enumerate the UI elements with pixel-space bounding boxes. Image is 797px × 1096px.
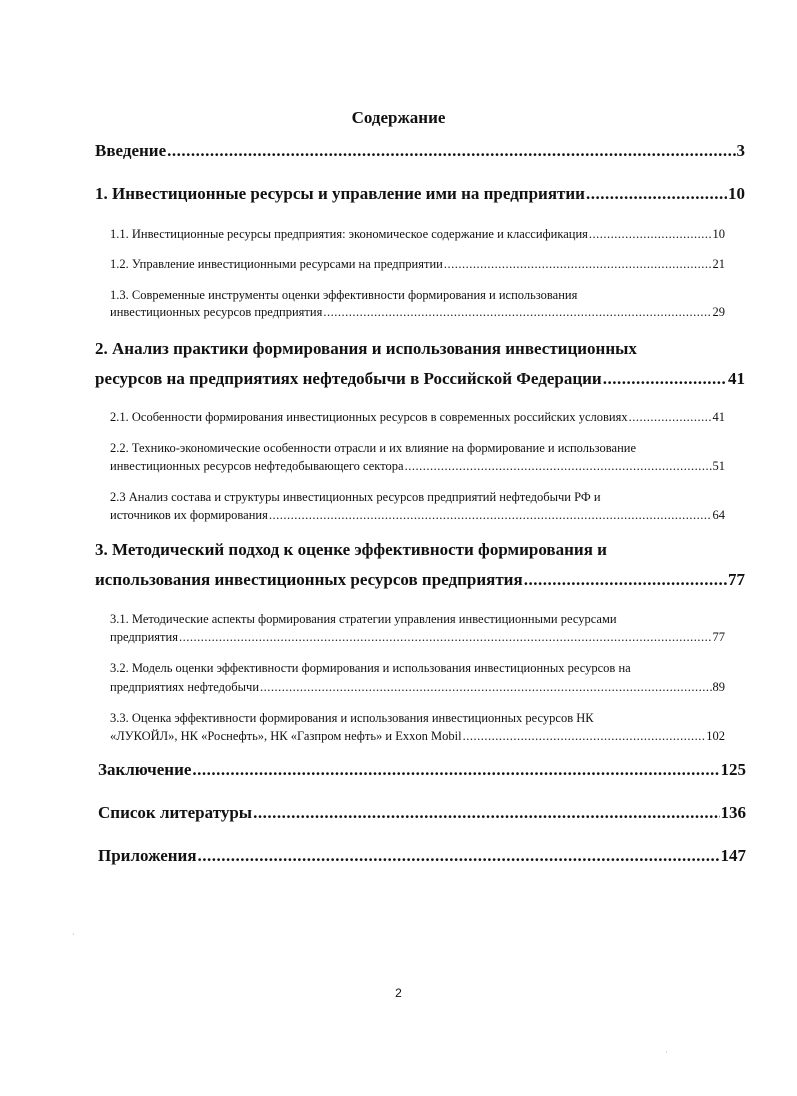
toc-section-2-2-first-line: 2.2. Технико-экономические особенности отрасли и их влияние на формирование и использование xyxy=(110,441,636,455)
toc-leader xyxy=(589,227,712,242)
toc-entry-section-2-3 xyxy=(110,508,725,523)
toc-entry-section-2-2 xyxy=(110,459,725,474)
toc-entry-section-1-2 xyxy=(110,257,725,272)
toc-page: 51 xyxy=(712,459,725,473)
toc-chapter-3-first-line: 3. Методический подход к оценке эффективности формирования и xyxy=(95,540,607,559)
toc-leader xyxy=(405,459,712,474)
toc-label: инвестиционных ресурсов предприятия xyxy=(110,305,323,319)
toc-section-3-2-first-line: 3.2. Модель оценки эффективности формирования и использования инвестиционных ресурсов на xyxy=(110,661,631,675)
toc-entry-section-3-1 xyxy=(110,630,725,645)
toc-entry-section-3-3 xyxy=(110,729,725,744)
toc-page: 77 xyxy=(712,630,725,644)
toc-page: 29 xyxy=(712,305,725,319)
toc-section-3-1-first-line: 3.1. Методические аспекты формирования стратегии управления инвестиционными ресурсами xyxy=(110,612,617,626)
toc-page: 3 xyxy=(736,141,745,160)
toc-entry-chapter-3 xyxy=(95,570,745,590)
toc-label: источников их формирования xyxy=(110,508,268,522)
toc-label: Приложения xyxy=(98,846,197,865)
toc-label: Список литературы xyxy=(98,803,253,822)
toc-entry-section-3-2 xyxy=(110,680,725,695)
scan-speck: · xyxy=(72,930,75,939)
toc-entry-references xyxy=(98,803,746,823)
toc-leader xyxy=(179,630,712,645)
toc-leader xyxy=(524,570,727,590)
toc-label: инвестиционных ресурсов нефтедобывающего сектора xyxy=(110,459,404,473)
page-title: Содержание xyxy=(351,108,446,127)
toc-page: 41 xyxy=(728,369,745,388)
toc-page: 41 xyxy=(712,410,725,424)
toc-page: 136 xyxy=(720,803,746,822)
toc-page: 10 xyxy=(712,227,725,241)
toc-label: использования инвестиционных ресурсов предприятия xyxy=(95,570,523,589)
toc-leader xyxy=(323,305,711,320)
toc-label: 1.1. Инвестиционные ресурсы предприятия: экономическое содержание и классификация xyxy=(110,227,588,241)
toc-entry-conclusion xyxy=(98,760,746,780)
toc-page: 147 xyxy=(720,846,746,865)
toc-entry-chapter-2 xyxy=(95,369,745,389)
toc-label: Введение xyxy=(95,141,167,160)
toc-entry-chapter-1 xyxy=(95,184,745,204)
toc-entry-intro xyxy=(95,141,745,161)
toc-label: «ЛУКОЙЛ», НК «Роснефть», НК «Газпром нефть» и Exxon Mobil xyxy=(110,729,462,743)
toc-label: предприятиях нефтедобычи xyxy=(110,680,260,694)
toc-entry-section-1-3 xyxy=(110,305,725,320)
toc-leader xyxy=(253,803,719,823)
toc-leader xyxy=(269,508,712,523)
toc-leader xyxy=(192,760,719,780)
toc-chapter-2-first-line: 2. Анализ практики формирования и использования инвестиционных xyxy=(95,339,637,358)
toc-leader xyxy=(629,410,712,425)
toc-section-2-3-first-line: 2.3 Анализ состава и структуры инвестиционных ресурсов предприятий нефтедобычи РФ и xyxy=(110,490,601,504)
toc-label: 1.2. Управление инвестиционными ресурсами на предприятии xyxy=(110,257,443,271)
toc-leader xyxy=(260,680,711,695)
toc-page: 21 xyxy=(712,257,725,271)
toc-leader xyxy=(463,729,706,744)
toc-leader xyxy=(586,184,727,204)
toc-page: 64 xyxy=(712,508,725,522)
toc-label: 1. Инвестиционные ресурсы и управление ими на предприятии xyxy=(95,184,585,203)
toc-section-1-3-first-line: 1.3. Современные инструменты оценки эффективности формирования и использования xyxy=(110,288,578,302)
toc-page: 125 xyxy=(720,760,746,779)
toc-page: 89 xyxy=(712,680,725,694)
scan-speck: · xyxy=(665,1048,668,1057)
page-number: 2 xyxy=(395,986,402,1000)
toc-entry-appendices xyxy=(98,846,746,866)
toc-entry-section-1-1 xyxy=(110,227,725,242)
toc-label: 2.1. Особенности формирования инвестиционных ресурсов в современных российских условиях xyxy=(110,410,628,424)
toc-entry-section-2-1 xyxy=(110,410,725,425)
toc-label: ресурсов на предприятиях нефтедобычи в Российской Федерации xyxy=(95,369,602,388)
toc-page: 102 xyxy=(706,729,725,743)
toc-leader xyxy=(603,369,727,389)
toc-label: предприятия xyxy=(110,630,178,644)
toc-page: 10 xyxy=(728,184,745,203)
toc-page: 77 xyxy=(728,570,745,589)
toc-leader xyxy=(167,141,735,161)
toc-leader xyxy=(198,846,720,866)
toc-section-3-3-first-line: 3.3. Оценка эффективности формирования и использования инвестиционных ресурсов НК xyxy=(110,711,594,725)
toc-leader xyxy=(444,257,712,272)
toc-label: Заключение xyxy=(98,760,192,779)
